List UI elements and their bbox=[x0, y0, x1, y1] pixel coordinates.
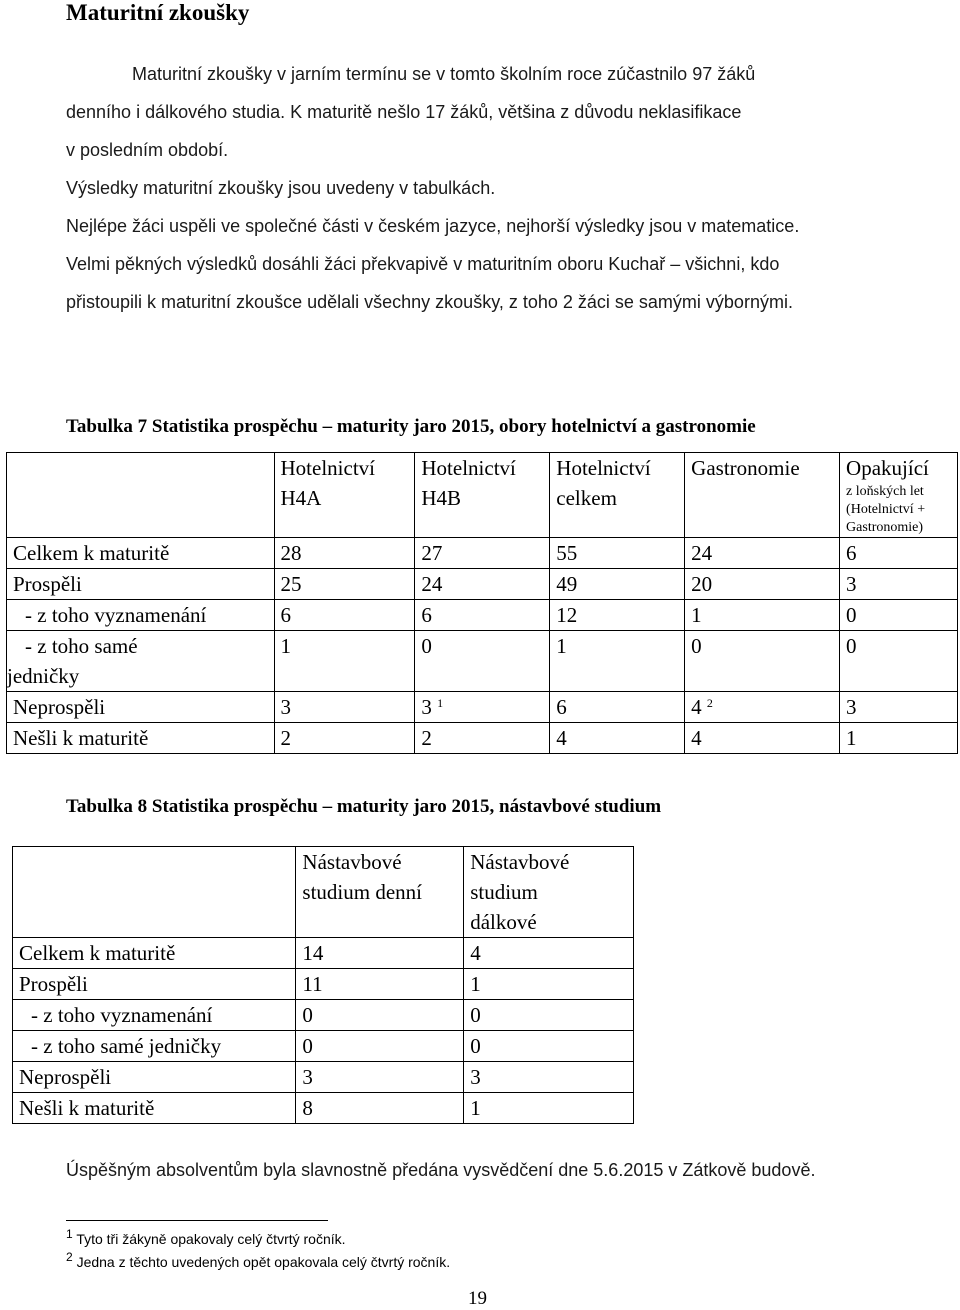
table-cell: 20 bbox=[685, 569, 840, 600]
table-cell: 2 bbox=[274, 723, 415, 754]
table-cell: 3 bbox=[296, 1062, 464, 1093]
row-label: - z toho samé jedničky bbox=[7, 631, 275, 692]
footnote-separator bbox=[66, 1220, 328, 1221]
table-cell: 4 bbox=[464, 938, 634, 969]
paragraph-line: Výsledky maturitní zkoušky jsou uvedeny v tabulkách. bbox=[66, 178, 496, 198]
table-cell: 14 bbox=[296, 938, 464, 969]
table-cell: 6 bbox=[550, 692, 685, 723]
paragraph-line: v posledním období. bbox=[66, 140, 229, 160]
page-heading: Maturitní zkoušky bbox=[66, 0, 250, 25]
paragraph-line: Nejlépe žáci uspěli ve společné části v českém jazyce, nejhorší výsledky jsou v matematice. bbox=[66, 216, 800, 236]
table-cell: 3 bbox=[840, 692, 958, 723]
table-cell: 12 bbox=[550, 600, 685, 631]
header-cell: Nástavbové studium dálkové bbox=[464, 847, 634, 938]
table-cell: 49 bbox=[550, 569, 685, 600]
footnote: $^2$ Jedna z těchto uvedených opět opakovala celý čtvrtý ročník. bbox=[66, 1250, 451, 1270]
table-cell: 0 bbox=[840, 600, 958, 631]
table-row bbox=[13, 1000, 634, 1031]
paragraph-line: Maturitní zkoušky v jarním termínu se v tomto školním roce zúčastnilo 97 žáků bbox=[132, 64, 756, 84]
table-row bbox=[7, 600, 958, 631]
header-empty-cell bbox=[7, 453, 275, 538]
table-row bbox=[13, 938, 634, 969]
table-cell: 11 bbox=[296, 969, 464, 1000]
table-cell: 4 bbox=[550, 723, 685, 754]
page-number: 19 bbox=[468, 1288, 487, 1309]
table-header-row bbox=[13, 847, 634, 938]
table-cell: 2 bbox=[415, 723, 550, 754]
table-row bbox=[7, 538, 958, 569]
table-cell: 6 bbox=[415, 600, 550, 631]
table-cell: 4 bbox=[685, 723, 840, 754]
table-cell: 6 bbox=[274, 600, 415, 631]
header-cell: Gastronomie bbox=[685, 453, 840, 538]
paragraph-line: denního i dálkového studia. K maturitě nešlo 17 žáků, většina z důvodu neklasifikace bbox=[66, 102, 742, 122]
header-cell: Hotelnictví H4B bbox=[415, 453, 550, 538]
footnote: $^1$ Tyto tři žákyně opakovaly celý čtvrtý ročník. bbox=[66, 1227, 346, 1247]
table-row bbox=[13, 1031, 634, 1062]
table-row bbox=[7, 631, 958, 692]
table-cell: 0 bbox=[296, 1031, 464, 1062]
row-label: Nešli k maturitě bbox=[7, 723, 275, 754]
table-cell: 3 bbox=[274, 692, 415, 723]
row-label: Celkem k maturitě bbox=[7, 538, 275, 569]
table-row bbox=[13, 1062, 634, 1093]
table-cell: 0 bbox=[415, 631, 550, 692]
footnote-ref: 2 bbox=[706, 696, 713, 710]
table-row bbox=[7, 569, 958, 600]
row-label: Neprospěli bbox=[7, 692, 275, 723]
table-cell: 27 bbox=[415, 538, 550, 569]
header-cell: Hotelnictví celkem bbox=[550, 453, 685, 538]
header-cell: Hotelnictví H4A bbox=[274, 453, 415, 538]
table-cell: 25 bbox=[274, 569, 415, 600]
row-label: Prospěli bbox=[7, 569, 275, 600]
table-header-row bbox=[7, 453, 958, 538]
closing-sentence: Úspěšným absolventům byla slavnostně předána vysvědčení dne 5.6.2015 v Zátkově budově. bbox=[66, 1160, 816, 1180]
table-cell: 4 $^2$ bbox=[685, 692, 840, 723]
table8-caption: Tabulka 8 Statistika prospěchu – maturity jaro 2015, nástavbové studium bbox=[66, 796, 662, 817]
table-cell: 1 bbox=[685, 600, 840, 631]
table-cell: 1 bbox=[464, 969, 634, 1000]
footnote-ref: 1 bbox=[437, 696, 444, 710]
row-label: - z toho samé jedničky bbox=[13, 1031, 296, 1062]
table-cell: 8 bbox=[296, 1093, 464, 1124]
row-label: Nešli k maturitě bbox=[13, 1093, 296, 1124]
table7 bbox=[6, 452, 958, 754]
paragraph-line: přistoupili k maturitní zkoušce udělali všechny zkoušky, z toho 2 žáci se samými výbornými. bbox=[66, 292, 793, 312]
table-row bbox=[13, 1093, 634, 1124]
row-label: - z toho vyznamenání bbox=[13, 1000, 296, 1031]
table-cell: 3 bbox=[464, 1062, 634, 1093]
row-label: - z toho vyznamenání bbox=[7, 600, 275, 631]
row-label: Neprospěli bbox=[13, 1062, 296, 1093]
table-cell: 0 bbox=[296, 1000, 464, 1031]
table-cell: 0 bbox=[464, 1031, 634, 1062]
table-cell: 3 $^1$ bbox=[415, 692, 550, 723]
header-cell: Opakující z loňských let (Hotelnictví + Gastronomie) bbox=[840, 453, 958, 538]
table8 bbox=[12, 846, 634, 1124]
header-empty-cell bbox=[13, 847, 296, 938]
table-row bbox=[13, 969, 634, 1000]
table-cell: 0 bbox=[840, 631, 958, 692]
table-cell: 1 bbox=[274, 631, 415, 692]
table-cell: 1 bbox=[550, 631, 685, 692]
table-cell: 3 bbox=[840, 569, 958, 600]
table7-caption: Tabulka 7 Statistika prospěchu – maturity jaro 2015, obory hotelnictví a gastronomie bbox=[66, 416, 756, 437]
paragraph-line: Velmi pěkných výsledků dosáhli žáci překvapivě v maturitním oboru Kuchař – všichni, kdo bbox=[66, 254, 780, 274]
table-cell: 0 bbox=[685, 631, 840, 692]
table-cell: 28 bbox=[274, 538, 415, 569]
row-label: Prospěli bbox=[13, 969, 296, 1000]
table-cell: 1 bbox=[840, 723, 958, 754]
table-cell: 55 bbox=[550, 538, 685, 569]
table-cell: 24 bbox=[685, 538, 840, 569]
table-row bbox=[7, 692, 958, 723]
table-cell: 24 bbox=[415, 569, 550, 600]
table-cell: 1 bbox=[464, 1093, 634, 1124]
table-row bbox=[7, 723, 958, 754]
header-cell: Nástavbové studium denní bbox=[296, 847, 464, 938]
table-cell: 6 bbox=[840, 538, 958, 569]
row-label: Celkem k maturitě bbox=[13, 938, 296, 969]
table-cell: 0 bbox=[464, 1000, 634, 1031]
